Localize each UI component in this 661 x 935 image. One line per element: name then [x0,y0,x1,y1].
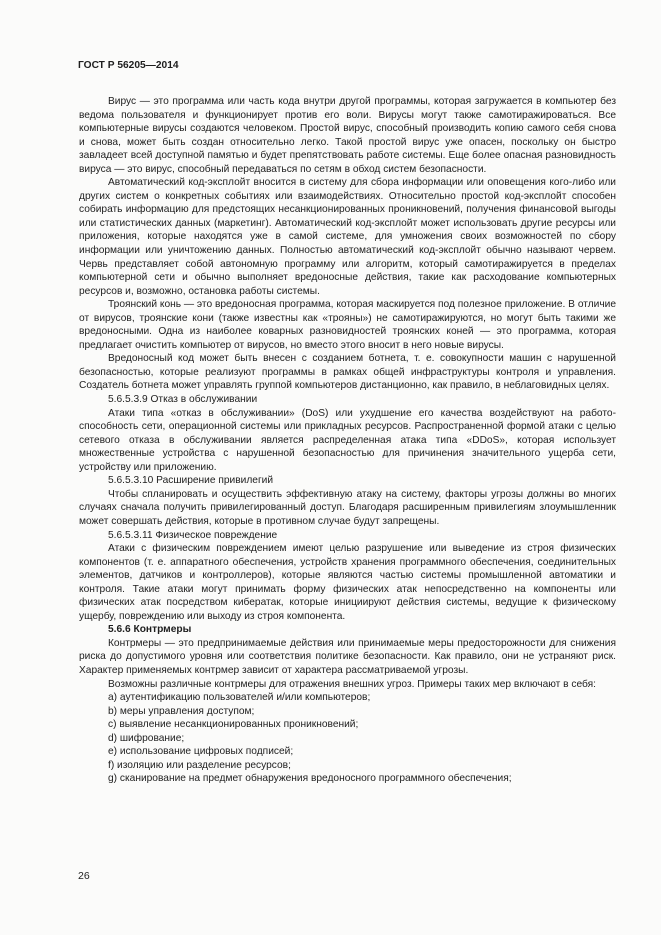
paragraph-privilege: Чтобы спланировать и осуществить эффективную атаку на систему, факторы угрозы должны во многих случаях сначала получить привилегированный доступ. Благодаря расширенным привилегиям злоумышленник может совершать действия, которые в противном случае будут запрещены. [79,488,616,527]
paragraph-dos: Атаки типа «отказ в обслуживании» (DoS) или ухудшение его качества воздействуют на работоспособность сети, операционной системы или прикладных ресурсов. Распространенной формой атаки с целью сетевого отказа в обслуживании является распределенная атака типа «DDoS», которая использует множественные устройства с нарушенной безопасностью для причинения значительного ущерба сети, устройству или приложению. [79,407,616,473]
paragraph-trojan: Троянский конь — это вредоносная программа, которая маскируется под полезное приложение. В отличие от вирусов, троянские кони (также известны как «трояны») не самотиражируются, но могут быть такими же вредоносными. Одна из наиболее коварных разновидностей троянских коней — это программа, которая предлагает очистить компьютер от вирусов, но вместо этого вносит в него новые вирусы. [79,299,616,351]
list-item-f: f) изоляцию или разделение ресурсов; [108,759,291,771]
list-item-e: e) использование цифровых подписей; [108,746,294,758]
paragraph-countermeasure-examples: Возможны различные контрмеры для отражения внешних угроз. Примеры таких мер включают в себя: [108,678,597,690]
document-body [79,95,616,786]
paragraph-exploit: Автоматический код-эксплойт вносится в систему для сбора информации или оповещения кого-либо или других систем о конкретных событиях или взаимодействиях. Относительно простой код-эксплойт способен собирать информацию для предстоящих несанкционированных проникновений, получения финансовой выгоды или статистических данных (маркетинг). Автоматический код-эксплойт может использовать другие ресурсы или приложения, которые находятся уже в самой системе, для умножения своих возможностей по сбору информации или уничтожению данных. Полностью автоматический код-эксплойт обычно называют червем. Червь представляет собой автономную программу или алгоритм, который самотиражируется в пределах компьютерной сети и обычно выполняет вредоносные действия, такие как расходование компьютерных ресурсов и, возможно, остановка работы системы. [79,177,616,297]
section-heading-physical: 5.6.5.3.11 Физическое повреждение [108,529,278,541]
paragraph-botnet: Вредоносный код может быть внесен с созданием ботнета, т. е. совокупности машин с нарушенной безопасностью, которые реализуют программы в рамках общей инфраструктуры контроля и управления. Создатель ботнета может управлять группой компьютеров дистанционно, как правило, в неблаговидных целях. [79,353,616,392]
list-item-a: a) аутентификацию пользователей и/или компьютеров; [108,692,371,704]
list-item-g: g) сканирование на предмет обнаружения вредоносного программного обеспечения; [108,773,512,785]
section-heading-privilege: 5.6.5.3.10 Расширение привилегий [108,475,274,487]
paragraph-countermeasures: Контрмеры — это предпринимаемые действия или принимаемые меры предосторожности для снижения риска до допустимого уровня или соответствия политике безопасности. Как правило, они не устраняют риск. Характер применяемых контрмер зависит от характера рассматриваемой угрозы. [79,637,616,676]
section-heading-countermeasures: 5.6.6 Контрмеры [108,624,192,636]
section-heading-dos: 5.6.5.3.9 Отказ в обслуживании [108,394,258,406]
list-item-c: c) выявление несанкционированных проникновений; [108,719,359,731]
paragraph-virus: Вирус — это программа или часть кода внутри другой программы, которая загружается в компьютер без ведома пользователя и функционирует против его воли. Вирусы могут также самотиражироваться. Все компьютерные вирусы создаются человеком. Простой вирус, способный производить копию самого себя снова и снова, может быть создан относительно легко. Такой простой вирус уже опасен, поскольку он быстро завладеет всей доступной памятью и будет препятствовать работе системы. Еще более опасная разновидность вируса — это вирус, способный передаваться по сетям в обход систем безопасности. [79,96,616,175]
list-item-b: b) меры управления доступом; [108,705,255,717]
document-header: ГОСТ Р 56205—2014 [78,60,179,71]
paragraph-physical: Атаки с физическим повреждением имеют целью разрушение или выведение из строя физических компонентов (т. е. аппаратного обеспечения, устройств хранения программного обеспечения, соединительных элементов, датчиков и контроллеров), которые являются частью системы промышленной автоматики и контроля. Такие атаки могут принимать форму физических атак непосредственно на компоненты или физических атак посредством кибератак, которые инициируют действия системы, ведущие к физическому ущербу, повреждению или выходу из строя компонента. [79,543,616,622]
page-number: 26 [78,870,90,882]
list-item-d: d) шифрование; [108,732,185,744]
